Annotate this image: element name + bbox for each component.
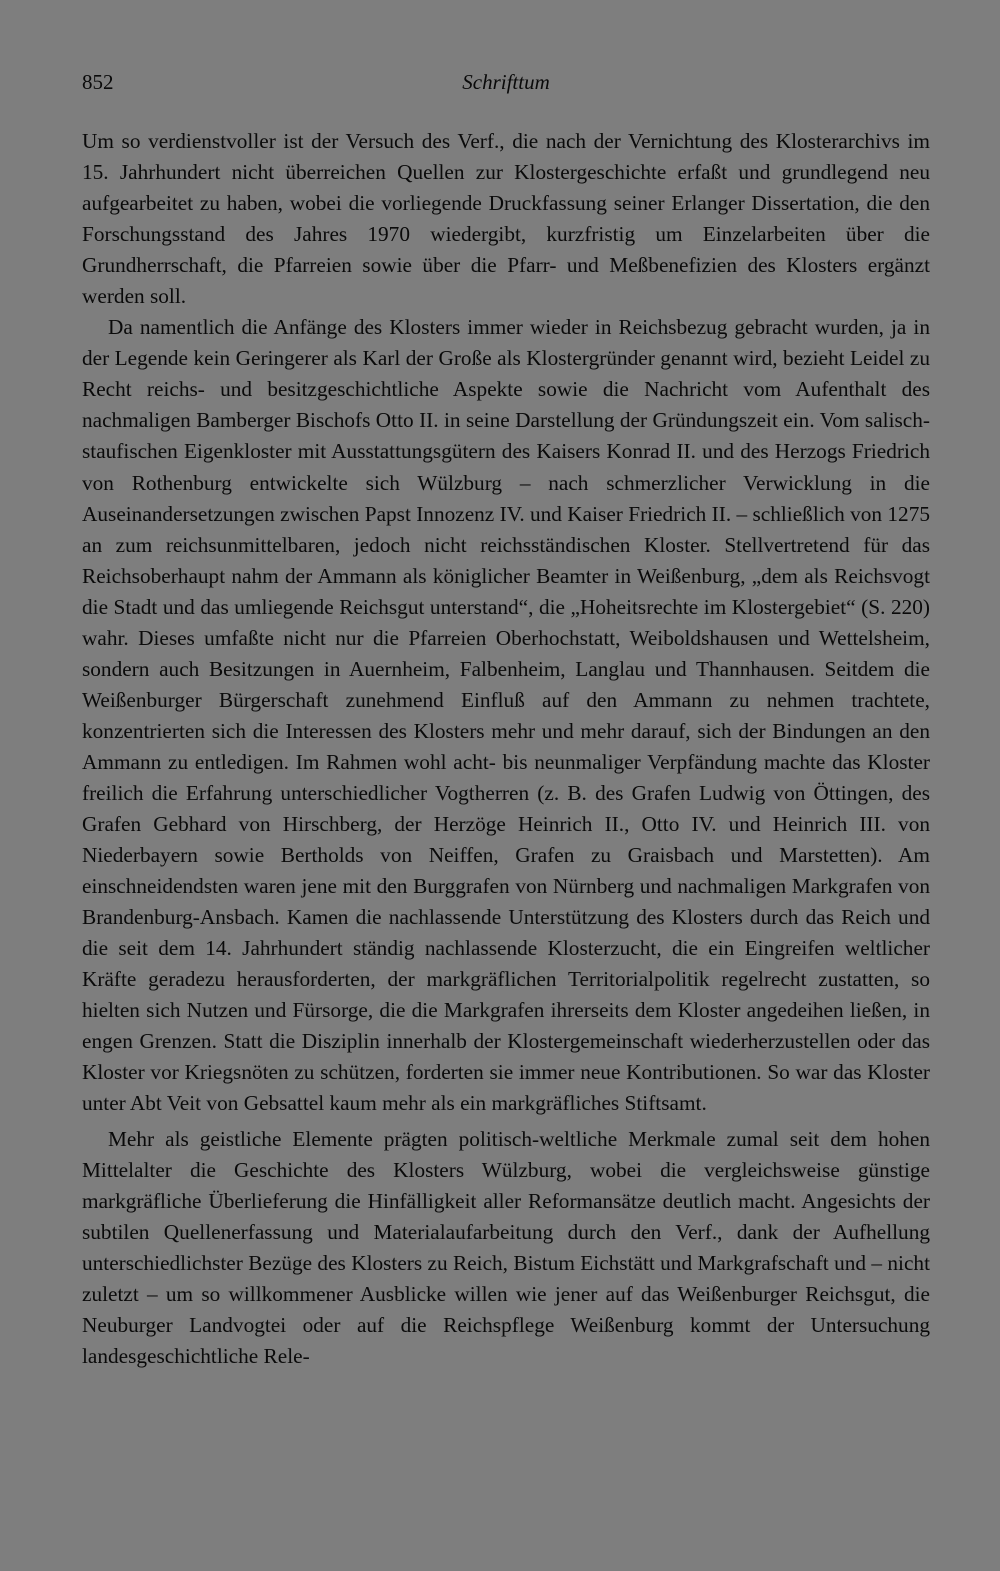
- paragraph-3: Mehr als geistliche Elemente prägten politisch-weltliche Merkmale zumal seit dem hohen Mittelalter die Geschichte des Klosters Wülzburg, wobei die vergleichsweise günstige markgräfliche Überlieferung die Hinfälligkeit aller Reformansätze deutlich macht. Angesichts der subtilen Quellenerfassung und Materialaufarbeitung durch den Verf., dank der Aufhellung unterschiedlichster Bezüge des Klosters zu Reich, Bistum Eichstätt und Markgrafschaft und – nicht zuletzt – um so willkommener Ausblicke willen wie jener auf das Weißenburger Reichsgut, die Neuburger Landvogtei oder auf die Reichspflege Weißenburg kommt der Untersuchung landesgeschichtliche Rele-: [82, 1126, 930, 1368]
- paragraph-2: Da namentlich die Anfänge des Klosters immer wieder in Reichsbezug gebracht wurden, ja in der Legende kein Geringerer als Karl der Große als Klostergründer genannt wird, bezieht Leidel zu Recht reichs- und besitzgeschichtliche Aspekte sowie die Nachricht vom Aufenthalt des nachmaligen Bamberger Bischofs Otto II. in seine Darstellung der Gründungszeit ein. Vom salisch-staufischen Eigenkloster mit Ausstattungsgütern des Kaisers Konrad II. und des Herzogs Friedrich von Rothenburg entwickelte sich Wülzburg – nach schmerzlicher Verwicklung in die Auseinandersetzungen zwischen Papst Innozenz IV. und Kaiser Friedrich II. – schließlich von 1275 an zum reichsunmittelbaren, jedoch nicht reichsständischen Kloster. Stellvertretend für das Reichsoberhaupt nahm der Ammann als königlicher Beamter in Weißenburg, „dem als Reichsvogt die Stadt und das umliegende Reichsgut unterstand“, die „Hoheitsrechte im Klostergebiet“ (S. 220) wahr. Dieses umfaßte nicht nur die Pfarreien Oberhochstatt, Weiboldshausen und Wettelsheim, sondern auch Besitzungen in Auernheim, Falbenheim, Langlau und Thannhausen. Seitdem die Weißenburger Bürgerschaft zunehmend Einfluß auf den Ammann zu nehmen trachtete, konzentrierten sich die Interessen des Klosters mehr und mehr darauf, sich der Bindungen an den Ammann zu entledigen. Im Rahmen wohl acht- bis neunmaliger Verpfändung machte das Kloster freilich die Erfahrung unterschiedlicher Vogtherren (z. B. des Grafen Ludwig von Öttingen, des Grafen Gebhard von Hirschberg, der Herzöge Heinrich II., Otto IV. und Heinrich III. von Niederbayern sowie Bertholds von Neiffen, Grafen zu Graisbach und Marstetten). Am einschneidendsten waren jene mit den Burggrafen von Nürnberg und nachmaligen Markgrafen von Brandenburg-Ansbach. Kamen die nachlassende Unterstützung des Klosters durch das Reich und die seit dem 14. Jahrhundert ständig nachlassende Klosterzucht, die ein Eingreifen weltlicher Kräfte geradezu herausforderten, der markgräflichen Territorialpolitik regelrecht zustatten, so hielten sich Nutzen und Fürsorge, die die Markgrafen ihrerseits dem Kloster angedeihen ließen, in engen Grenzen. Statt die Disziplin innerhalb der Klostergemeinschaft wiederherzustellen oder das Kloster vor Kriegsnöten zu schützen, forderten sie immer neue Kontributionen. So war das Kloster unter Abt Veit von Gebsattel kaum mehr als ein markgräfliches Stiftsamt.: [82, 315, 930, 1116]
- page-header: [82, 64, 930, 100]
- page-number: 852: [82, 70, 114, 94]
- running-title: Schrifttum: [462, 70, 550, 94]
- body-text: [82, 126, 930, 1372]
- paragraph-1: Um so verdienstvoller ist der Versuch des Verf., die nach der Vernichtung des Klosterarchivs im 15. Jahrhundert nicht überreichen Quellen zur Klostergeschichte erfaßt und grundlegend neu aufgearbeitet zu haben, wobei die vorliegende Druckfassung seiner Erlanger Dissertation, die den Forschungsstand des Jahres 1970 wiedergibt, kurzfristig um Einzelarbeiten über die Grundherrschaft, die Pfarreien sowie über die Pfarr- und Meßbenefizien des Klosters ergänzt werden soll.: [82, 129, 930, 309]
